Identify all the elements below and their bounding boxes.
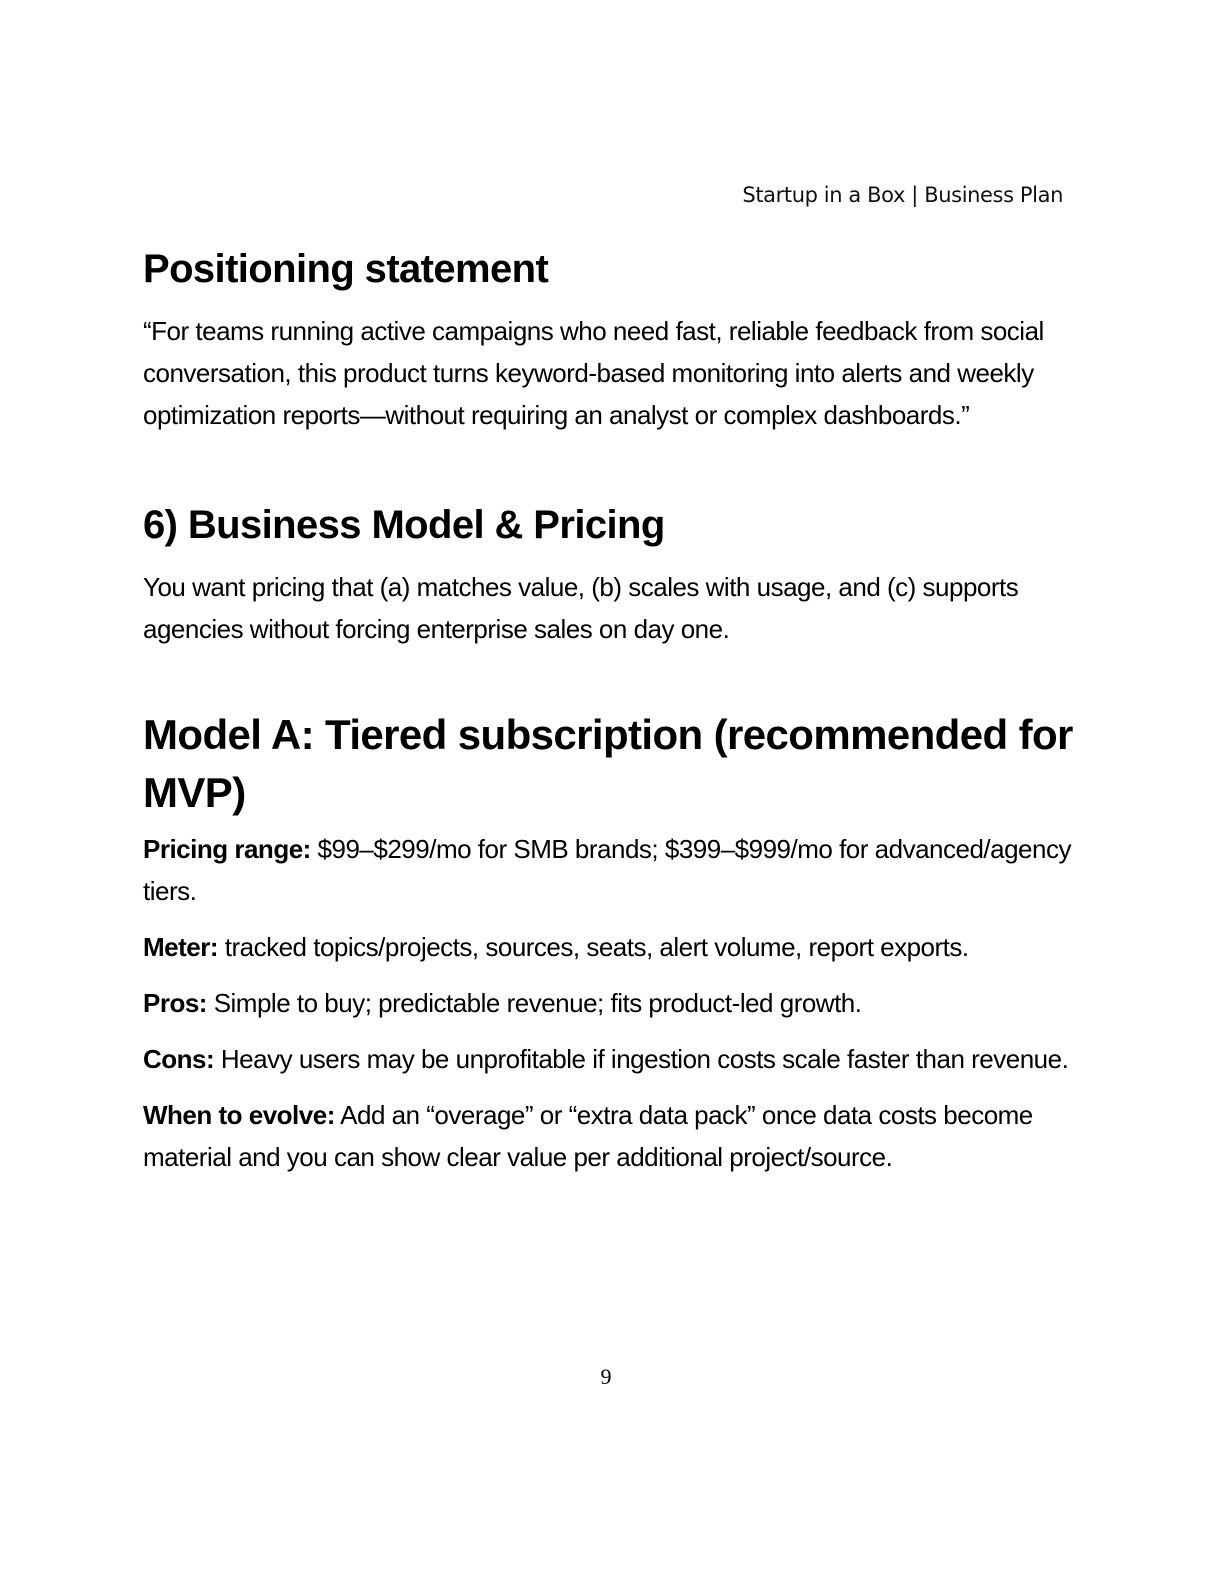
pros-label: Pros: bbox=[143, 988, 207, 1018]
page-content bbox=[143, 240, 1073, 1178]
pros-paragraph bbox=[143, 982, 1073, 1024]
business-model-intro: You want pricing that (a) matches value, (b) scales with usage, and (c) supports agencies without forcing enterprise sales on day one. bbox=[143, 572, 1019, 644]
pricing-range-text: $99–$299/mo for SMB brands; $399–$999/mo for advanced/agency tiers. bbox=[143, 834, 1071, 906]
meter-text: tracked topics/projects, sources, seats, alert volume, report exports. bbox=[218, 932, 969, 962]
positioning-statement: “For teams running active campaigns who need fast, reliable feedback from social conversation, this product turns keyword-based monitoring into alerts and weekly optimization reports—without requiring an analyst or complex dashboards.” bbox=[143, 316, 1044, 430]
model-a-heading: Model A: Tiered subscription (recommended for MVP) bbox=[143, 711, 1073, 816]
when-to-evolve-paragraph bbox=[143, 1094, 1073, 1178]
positioning-heading: Positioning statement bbox=[143, 247, 549, 291]
when-to-evolve-text: Add an “overage” or “extra data pack” once data costs become material and you can show clear value per additional project/source. bbox=[143, 1100, 1033, 1172]
pros-text: Simple to buy; predictable revenue; fits product-led growth. bbox=[206, 988, 862, 1018]
when-to-evolve-label: When to evolve: bbox=[143, 1100, 335, 1130]
pricing-range-paragraph bbox=[143, 828, 1073, 912]
cons-paragraph bbox=[143, 1038, 1073, 1080]
pricing-range-label: Pricing range: bbox=[143, 834, 311, 864]
cons-label: Cons: bbox=[143, 1044, 215, 1074]
business-model-heading: 6) Business Model & Pricing bbox=[143, 503, 665, 547]
cons-text: Heavy users may be unprofitable if ingestion costs scale faster than revenue. bbox=[214, 1044, 1069, 1074]
meter-paragraph bbox=[143, 926, 1073, 968]
running-header: Startup in a Box | Business Plan bbox=[742, 183, 1063, 207]
meter-label: Meter: bbox=[143, 932, 219, 962]
page-number: 9 bbox=[600, 1364, 612, 1389]
